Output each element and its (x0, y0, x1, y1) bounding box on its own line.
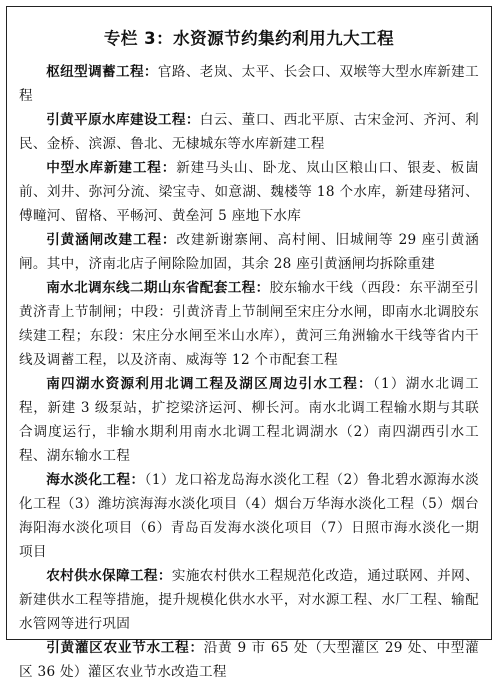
item-plain-reservoir (19, 108, 479, 156)
item-sluice-rebuild (19, 228, 479, 276)
item-text: 胶东输水干线（西段：东平湖至引黄济青上节制闸；中段：引黄济青上节制闸至宋庄分水闸，即南水北调胶东续建工程；东段：宋庄分水闸至米山水库），黄河三角洲输水干线等省内干线及调蓄工程，以及济南、威海等 12 个市配套工程 (19, 280, 479, 368)
item-label: 南水北调东线二期山东省配套工程： (46, 280, 270, 296)
item-text: 改建新谢寨闸、高村闸、旧城闸等 29 座引黄涵闸。其中，济南北店子闸除险加固，其余 28 座引黄涵闸均拆除重建 (19, 232, 480, 272)
item-text: 沿黄 9 市 65 处（大型灌区 29 处、中型灌区 36 处）灌区农业节水改造工程 (19, 640, 479, 680)
item-text: （1）龙口裕龙岛海水淡化工程（2）鲁北碧水源海水淡化工程（3）潍坊滨海海水淡化项目（4）烟台万华海水淡化工程（5）烟台海阳海水淡化项目（6）青岛百发海水淡化项目（7）日照市海水淡化一期项目 (19, 472, 480, 560)
item-text: 白云、董口、西北平原、古宋金河、齐河、利民、金桥、滨源、鲁北、无棣城东等水库新建工程 (19, 112, 479, 152)
item-text: （1）湖水北调工程，新建 3 级泵站，扩挖梁济运河、柳长河。南水北调工程输水期与其联合调度运行，非输水期利用南水北调工程北调湖水（2）南四湖西引水工程、湖东输水工程 (19, 376, 479, 464)
column-title: 专栏 3：水资源节约集约利用九大工程 (103, 29, 395, 48)
item-desalination (19, 468, 479, 564)
item-nansi-lake (19, 372, 479, 468)
item-hub-reservoir (19, 60, 479, 108)
item-text: 实施农村供水工程规范化改造，通过联网、并网、新建供水工程等措施，提升规模化供水水平，对水源工程、水厂工程、输配水管网等进行巩固 (19, 568, 479, 632)
item-irrigation-saving (19, 636, 479, 684)
item-label: 南四湖水资源利用北调工程及湖区周边引水工程： (46, 376, 373, 392)
item-label: 引黄平原水库建设工程： (46, 112, 200, 128)
item-rural-water-supply (19, 564, 479, 636)
item-label: 引黄灌区农业节水工程： (46, 640, 204, 656)
item-label: 海水淡化工程： (46, 472, 145, 488)
item-label: 引黄涵闸改建工程： (46, 232, 177, 248)
item-label: 农村供水保障工程： (46, 568, 172, 584)
item-text: 新建马头山、卧龙、岚山区粮山口、银麦、板崮前、刘井、弥河分流、梁宝寺、如意湖、魏楼等 18 个水库，新建母猪河、傅疃河、留格、平畅河、黄垒河 5 座地下水库 (19, 160, 479, 224)
item-label: 枢纽型调蓄工程： (46, 64, 158, 80)
item-south-north-diversion (19, 276, 479, 372)
column-box (6, 6, 492, 680)
item-medium-reservoir (19, 156, 479, 228)
item-text: 官路、老岚、太平、长会口、双堠等大型水库新建工程 (19, 64, 479, 104)
item-label: 中型水库新建工程： (46, 160, 177, 176)
